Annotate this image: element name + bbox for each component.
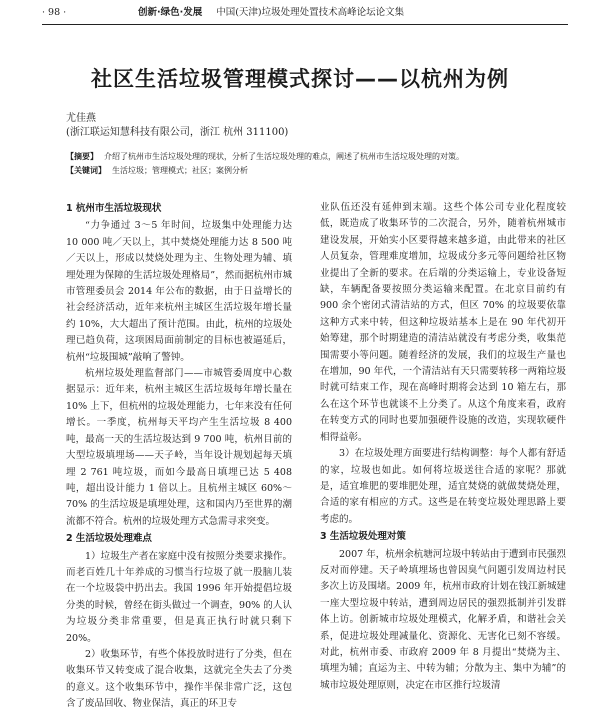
keywords-row: [66, 164, 564, 178]
keywords-text: 生活垃圾；管理模式；社区；案例分析: [112, 166, 248, 175]
section-1-paragraph-1: “力争通过 3～5 年时间，垃圾集中处理能力达 10 000 吨／天以上，其中焚烧处理能力达 8 500 吨／天以上，形成以焚烧处理为主、生物处理为辅、填埋处理为保障的生活垃圾处理格局”，然而据杭州市城市管理委员会 2014 年公布的数据，由于日益增长的社会经济活动，近年来杭州主城区生活垃圾年增长量约 10%，大大超出了预计范围。由此，杭州的垃圾处理已趋负荷，这项困局面前制定的目标也被逼延后，杭州“垃圾围城”敲响了警钟。: [66, 220, 292, 363]
structure-adjustment-paragraph: 3）在垃圾处理方面要进行结构调整：每个人都有舒适的家，垃圾也如此。如何将垃圾送往合适的家呢？那就是，适宜堆肥的要堆肥处理，适宜焚烧的就做焚烧处理，合适的家有相应的方式。这些是在转变垃圾处理思路上要考虑的。: [320, 448, 566, 525]
page-number: · 98 ·: [42, 7, 67, 18]
section-3-paragraph-1: 2007 年，杭州余杭塘河垃圾中转站由于遭到市民强烈反对而停建。天子岭填埋场也曾因臭气问题引发周边村民多次上访及围堵。2009 年，杭州市政府计划在钱江新城建一座大型垃圾中转站，遭到周边居民的强烈抵制并引发群体上访。创新城市垃圾处理模式，化解矛盾，和谐社会关系，促进垃圾处理减量化、资源化、无害化已刻不容缓。对此，杭州市委、市政府 2009 年 8 月提出“焚烧为主、填埋为辅；直运为主、中转为辅；分散为主、集中为辅”的城市垃圾处理原则，决定在市区推行垃圾清: [320, 548, 566, 691]
running-header: [42, 4, 568, 22]
section-1-heading: 1 杭州市生活垃圾现状: [66, 203, 162, 214]
section-1-paragraph-2: 杭州垃圾处理监督部门——市城管委周度中心数据显示：近年来，杭州主城区生活垃圾每年增长量在 10% 上下，但杭州的垃圾处理能力，七年来没有任何增长。一季度，杭州每天平均产生生活垃圾 8 400 吨，最高一天的生活垃圾达到 9 700 吨，杭州目前的大型垃圾填埋场——天子岭，当年设计规划起每天填埋 2 761 吨垃圾，而如今最高日填埋已达 5 408 吨，超出设计能力 1 倍以上。且杭州主城区 60%～70% 的生活垃圾是填埋处理，这和国内乃至世界的潮流都不符合。杭州的垃圾处理方式急需寻求突变。: [66, 368, 292, 527]
abstract-row: [66, 150, 564, 164]
abstract-text: 介绍了杭州市生活垃圾处理的现状，分析了生活垃圾处理的难点，阐述了杭州市生活垃圾处理的对策。: [104, 152, 464, 161]
section-2-heading: 2 生活垃圾处理难点: [66, 533, 152, 545]
section-2-paragraph-2: 2）收集环节，有些个体投放时进行了分类，但在收集环节又转变成了混合收集，这就完全失去了分类的意义。这个收集环节中，操作半保非常广泛，这包含了废品回收、物业保洁，真正的环卫专: [66, 648, 292, 710]
section-2-paragraph-1: 1）垃圾生产者在家庭中没有按照分类要求操作。而老百姓几十年养成的习惯当行垃圾了就一股脑儿装在一个垃圾袋中扔出去。我国 1996 年开始提倡垃圾分类的时候，曾经在街头做过一个调查，90% 的人认为垃圾分类非常重要，但是真正执行时就只剩下 20%。: [66, 550, 292, 644]
author-name: 尤佳燕: [66, 113, 96, 124]
header-journal-info: [138, 4, 404, 22]
article-title: 社区生活垃圾管理模式探讨——以杭州为例: [91, 67, 509, 91]
abstract-block: [66, 150, 564, 178]
left-column: [66, 200, 292, 713]
conference-title: 中国(天津)垃圾处理处置技术高峰论坛论文集: [216, 7, 405, 18]
section-3-heading: 3 生活垃圾处理对策: [320, 531, 406, 543]
continued-paragraph: 业队伍还没有延伸到末端。这些个体公司专业化程度较低，既造成了收集环节的二次混合，另外，随着杭州城市建设发展，开始实小区要得越来越多道，由此带来的社区人员复杂，管理难度增加，垃圾成分多元等问题给社区物业提出了全新的要求。在后端的分类运输上，专业设备短缺，车辆配备要按照分类运输来配置。在北京目前约有 900 余个密闭式清洁站的方式，但区 70% 的垃圾要依靠这种方式来中转，但这种垃圾站基本上是在 90 年代初开始筹建，那个时期建造的清洁站就没有考虑分类，收集范围需要小等问题。随着经济的发展，我们的垃圾生产量也在增加，90 年代，一个清洁站有天只需要转移一两箱垃圾时就可结束工作，现在高峰时期将会达到 10 箱左右，那么在这个环节也就谈不上分类了。从这个角度来看，政府在转变方式的同时也要加强硬件设施的改造，实现软硬件相得益彰。: [320, 202, 566, 443]
right-column: [320, 200, 566, 694]
author-affiliation: (浙江联运知慧科技有限公司，浙江 杭州 311100): [66, 127, 289, 138]
abstract-label: 【摘要】: [66, 152, 98, 161]
header-rule: [42, 24, 568, 25]
keywords-label: 【关键词】: [66, 166, 106, 175]
journal-slogan: 创新·绿色·发展: [138, 7, 203, 18]
